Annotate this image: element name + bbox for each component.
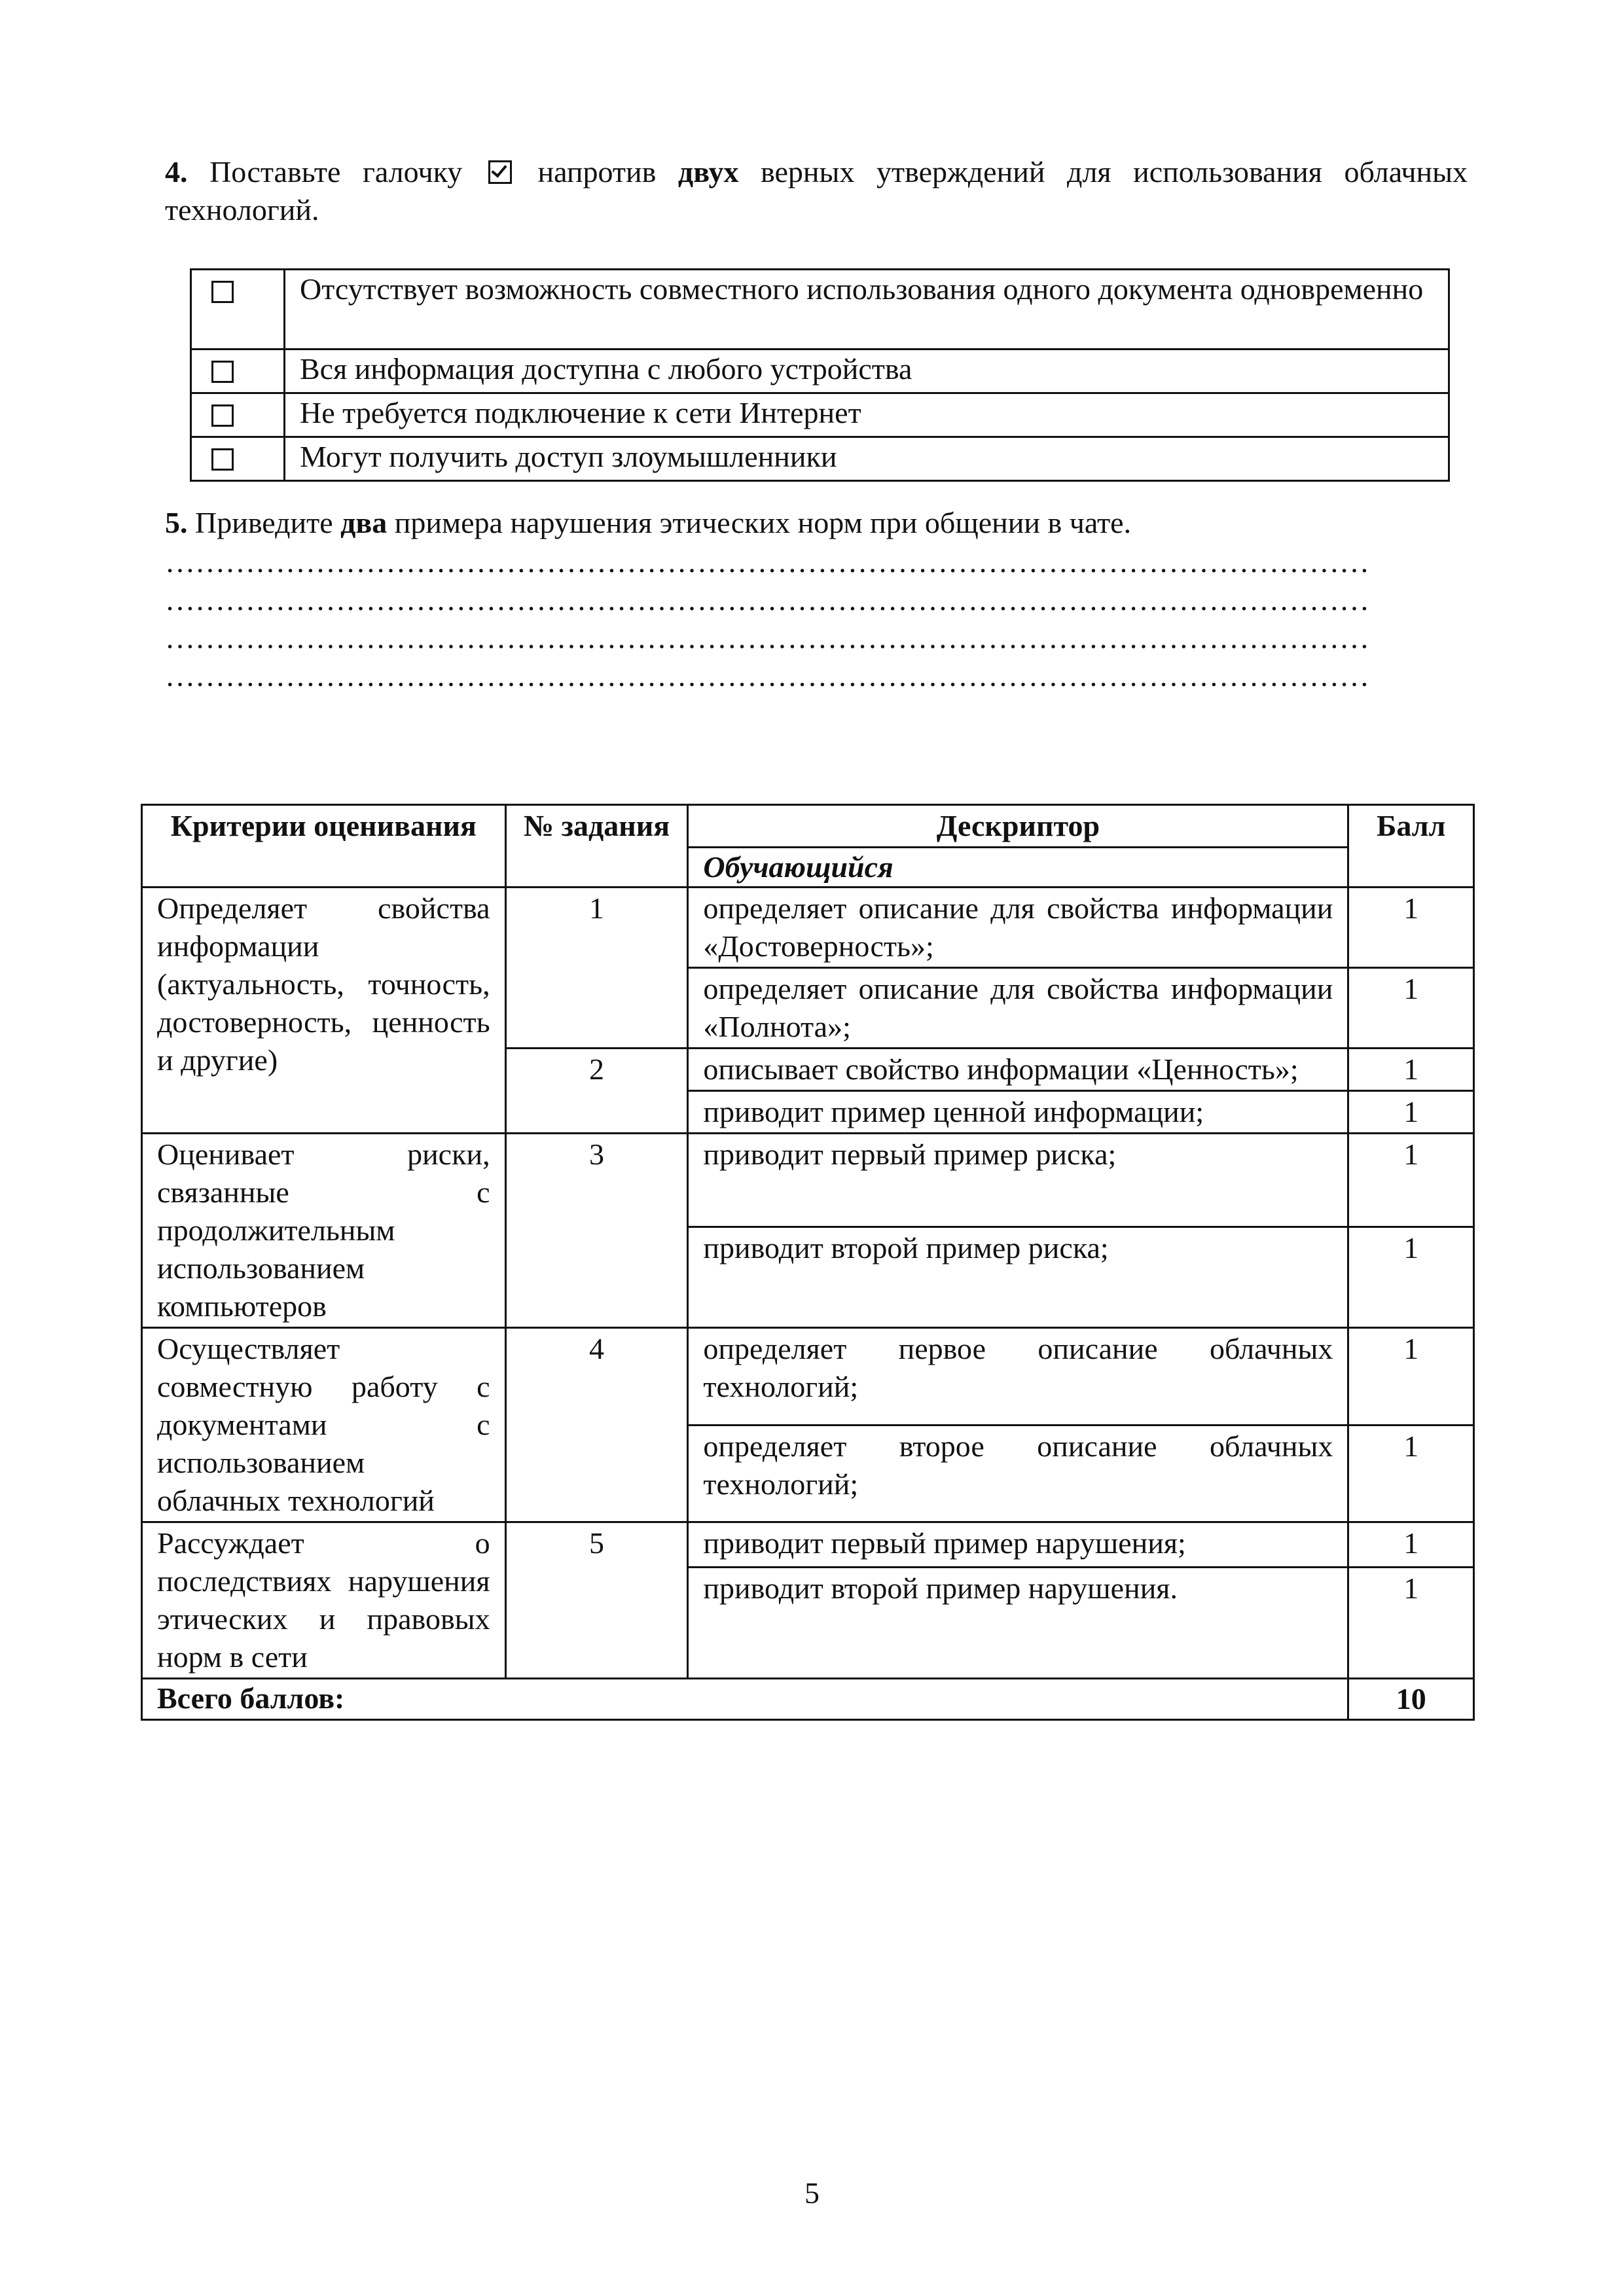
score-cell: 1 [1348, 1091, 1474, 1134]
checkbox-icon[interactable] [211, 361, 234, 383]
header-score: Балл [1348, 805, 1474, 888]
answer-line[interactable]: ………………………………………………………………………………………………………… [165, 583, 1369, 617]
task-number-cell: 4 [505, 1328, 688, 1522]
criterion-cell: Определяет свойства информации (актуальность, точность, достоверность, ценность и другие) [142, 888, 506, 1134]
table-row [142, 888, 1474, 968]
total-label: Всего баллов: [142, 1679, 1348, 1720]
option-checkbox-cell[interactable] [191, 350, 285, 393]
question-5-prompt [165, 504, 1468, 542]
question-5-bold-word: два [340, 506, 388, 539]
descriptor-cell: определяет описание для свойства информации «Достоверность»; [688, 888, 1348, 968]
question-5-text-after: примера нарушения этических норм при общении в чате. [387, 506, 1132, 539]
header-task-number: № задания [505, 805, 688, 888]
score-cell: 1 [1348, 1522, 1474, 1568]
answer-line[interactable]: ………………………………………………………………………………………………………… [165, 545, 1369, 579]
task-number-cell: 1 [505, 888, 688, 1049]
header-row [142, 805, 1474, 848]
table-row [142, 1522, 1474, 1568]
question-5-number: 5. [165, 506, 188, 539]
option-row [191, 437, 1449, 481]
descriptor-cell: определяет второе описание облачных технологий; [688, 1425, 1348, 1522]
question-4-number: 4. [165, 155, 188, 188]
task-number-cell: 3 [505, 1134, 688, 1328]
checkbox-icon[interactable] [211, 404, 234, 427]
checkbox-icon[interactable] [211, 281, 234, 303]
question-4-options-table [190, 268, 1450, 482]
score-cell: 1 [1348, 888, 1474, 968]
descriptor-subheader: Обучающийся [688, 848, 1348, 888]
task-number-cell: 5 [505, 1522, 688, 1679]
checkbox-icon[interactable] [211, 448, 234, 471]
option-text: Не требуется подключение к сети Интернет [285, 393, 1449, 437]
descriptor-cell: приводит пример ценной информации; [688, 1091, 1348, 1134]
option-checkbox-cell[interactable] [191, 437, 285, 481]
option-row [191, 350, 1449, 393]
descriptor-cell: определяет описание для свойства информации «Полнота»; [688, 968, 1348, 1049]
page-number: 5 [804, 2176, 820, 2210]
score-cell: 1 [1348, 968, 1474, 1049]
assessment-criteria-table [141, 804, 1475, 1721]
question-4-text-after: верных утверждений для использования облачных технологий. [165, 155, 1468, 226]
criterion-cell: Оценивает риски, связанные с продолжительным использованием компьютеров [142, 1134, 506, 1328]
criterion-cell: Осуществляет совместную работу с документами с использованием облачных технологий [142, 1328, 506, 1522]
descriptor-cell: приводит второй пример риска; [688, 1227, 1348, 1328]
question-5-text-before: Приведите [187, 506, 341, 539]
option-row [191, 393, 1449, 437]
question-4-bold-word: двух [677, 155, 739, 188]
descriptor-cell: определяет первое описание облачных технологий; [688, 1328, 1348, 1426]
answer-line[interactable]: ………………………………………………………………………………………………………… [165, 659, 1369, 692]
question-4-prompt [165, 153, 1468, 229]
descriptor-cell: приводит первый пример нарушения; [688, 1522, 1348, 1568]
table-row [142, 1328, 1474, 1426]
header-descriptor: Дескриптор [688, 805, 1348, 848]
question-4-text-middle: напротив [515, 155, 678, 188]
score-cell: 1 [1348, 1425, 1474, 1522]
option-text: Могут получить доступ злоумышленники [285, 437, 1449, 481]
score-cell: 1 [1348, 1227, 1474, 1328]
option-row [191, 270, 1449, 350]
option-checkbox-cell[interactable] [191, 270, 285, 350]
option-checkbox-cell[interactable] [191, 393, 285, 437]
task-number-cell: 2 [505, 1049, 688, 1134]
header-criteria: Критерии оценивания [142, 805, 506, 888]
checked-box-icon [488, 160, 512, 184]
table-row [142, 1134, 1474, 1227]
score-cell: 1 [1348, 1049, 1474, 1091]
total-value: 10 [1348, 1679, 1474, 1720]
score-cell: 1 [1348, 1328, 1474, 1426]
descriptor-cell: описывает свойство информации «Ценность»; [688, 1049, 1348, 1091]
score-cell: 1 [1348, 1568, 1474, 1679]
criterion-cell: Рассуждает о последствиях нарушения этических и правовых норм в сети [142, 1522, 506, 1679]
question-4-text-before: Поставьте галочку [187, 155, 484, 188]
total-row [142, 1679, 1474, 1720]
descriptor-cell: приводит первый пример риска; [688, 1134, 1348, 1227]
answer-line[interactable]: ………………………………………………………………………………………………………… [165, 621, 1369, 655]
score-cell: 1 [1348, 1134, 1474, 1227]
option-text: Вся информация доступна с любого устройства [285, 350, 1449, 393]
descriptor-cell: приводит второй пример нарушения. [688, 1568, 1348, 1679]
option-text: Отсутствует возможность совместного использования одного документа одновременно [285, 270, 1449, 350]
